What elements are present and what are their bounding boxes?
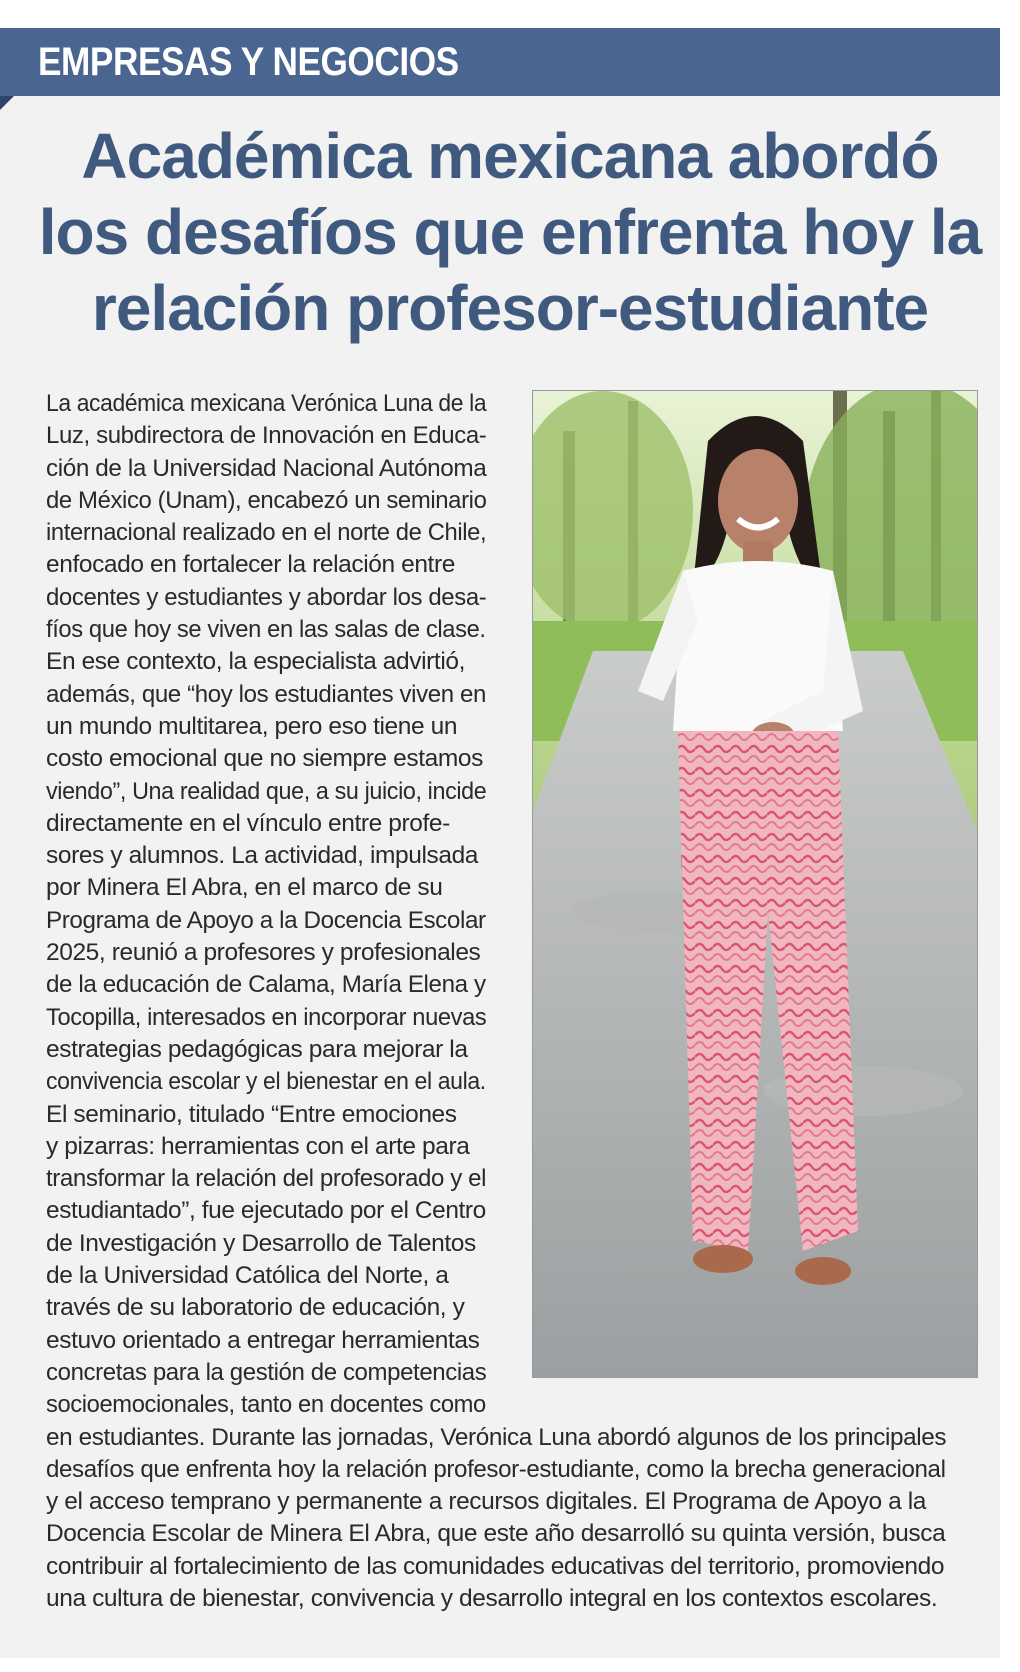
body-line: directamente en el vínculo entre profe- <box>46 809 450 837</box>
section-header <box>0 28 1000 96</box>
body-line: concretas para la gestión de competencias <box>46 1358 487 1386</box>
article-headline <box>20 118 1000 346</box>
body-line: una cultura de bienestar, convivencia y desarrollo integral en los contextos escolares. <box>46 1584 938 1612</box>
body-line: de la Universidad Católica del Norte, a <box>46 1262 449 1290</box>
body-line: en estudiantes. Durante las jornadas, Verónica Luna abordó algunos de los principales <box>46 1423 947 1451</box>
article-body <box>46 388 986 1615</box>
body-line: transformar la relación del profesorado y el <box>46 1165 487 1193</box>
body-line: Luz, subdirectora de Innovación en Educa- <box>46 422 487 450</box>
body-line: de la educación de Calama, María Elena y <box>46 971 486 999</box>
body-line: ción de la Universidad Nacional Autónoma <box>46 454 487 482</box>
body-line: de México (Unam), encabezó un seminario <box>46 486 487 514</box>
body-line: y el acceso temprano y permanente a recursos digitales. El Programa de Apoyo a la <box>46 1488 927 1516</box>
body-line: En ese contexto, la especialista advirtió, <box>46 648 465 676</box>
body-line: través de su laboratorio de educación, y <box>46 1294 465 1322</box>
body-line: docentes y estudiantes y abordar los desa- <box>46 583 487 611</box>
body-line: estrategias pedagógicas para mejorar la <box>46 1035 468 1063</box>
body-line: 2025, reunió a profesores y profesionales <box>46 939 481 967</box>
headline-line: relación profesor-estudiante <box>91 272 929 344</box>
section-label: EMPRESAS Y NEGOCIOS <box>38 40 459 84</box>
body-line: contribuir al fortalecimiento de las comunidades educativas del territorio, promoviendo <box>46 1552 945 1580</box>
body-line: La académica mexicana Verónica Luna de la <box>46 390 487 417</box>
headline-line: los desafíos que enfrenta hoy la <box>38 196 982 268</box>
body-line: fíos que hoy se viven en las salas de clase. <box>46 616 486 644</box>
body-line: estudiantado”, fue ejecutado por el Centro <box>46 1197 486 1225</box>
body-line: sores y alumnos. La actividad, impulsada <box>46 842 479 870</box>
body-line: Tocopilla, interesados en incorporar nuevas <box>46 1003 487 1031</box>
body-line: viendo”, Una realidad que, a su juicio, incide <box>46 777 487 805</box>
body-line: de Investigación y Desarrollo de Talentos <box>46 1229 476 1257</box>
section-corner-fold <box>0 96 14 110</box>
body-line: El seminario, titulado “Entre emociones <box>46 1100 457 1128</box>
body-line: enfocado en fortalecer la relación entre <box>46 551 455 579</box>
body-line: por Minera El Abra, en el marco de su <box>46 874 443 902</box>
body-line: un mundo multitarea, pero eso tiene un <box>46 712 458 740</box>
body-line: estuvo orientado a entregar herramientas <box>46 1326 480 1354</box>
body-line: además, que “hoy los estudiantes viven en <box>46 680 487 708</box>
body-line: Docencia Escolar de Minera El Abra, que este año desarrolló su quinta versión, busca <box>46 1520 946 1548</box>
body-line: y pizarras: herramientas con el arte para <box>46 1132 470 1160</box>
body-line: Programa de Apoyo a la Docencia Escolar <box>46 906 486 934</box>
headline-line: Académica mexicana abordó <box>81 120 939 192</box>
body-line: socioemocionales, tanto en docentes como <box>46 1391 486 1419</box>
body-line: internacional realizado en el norte de Chile, <box>46 519 487 547</box>
body-line: desafíos que enfrenta hoy la relación profesor-estudiante, como la brecha generacional <box>46 1455 946 1483</box>
body-line: costo emocional que no siempre estamos <box>46 745 483 773</box>
body-line: convivencia escolar y el bienestar en el aula. <box>46 1068 486 1096</box>
